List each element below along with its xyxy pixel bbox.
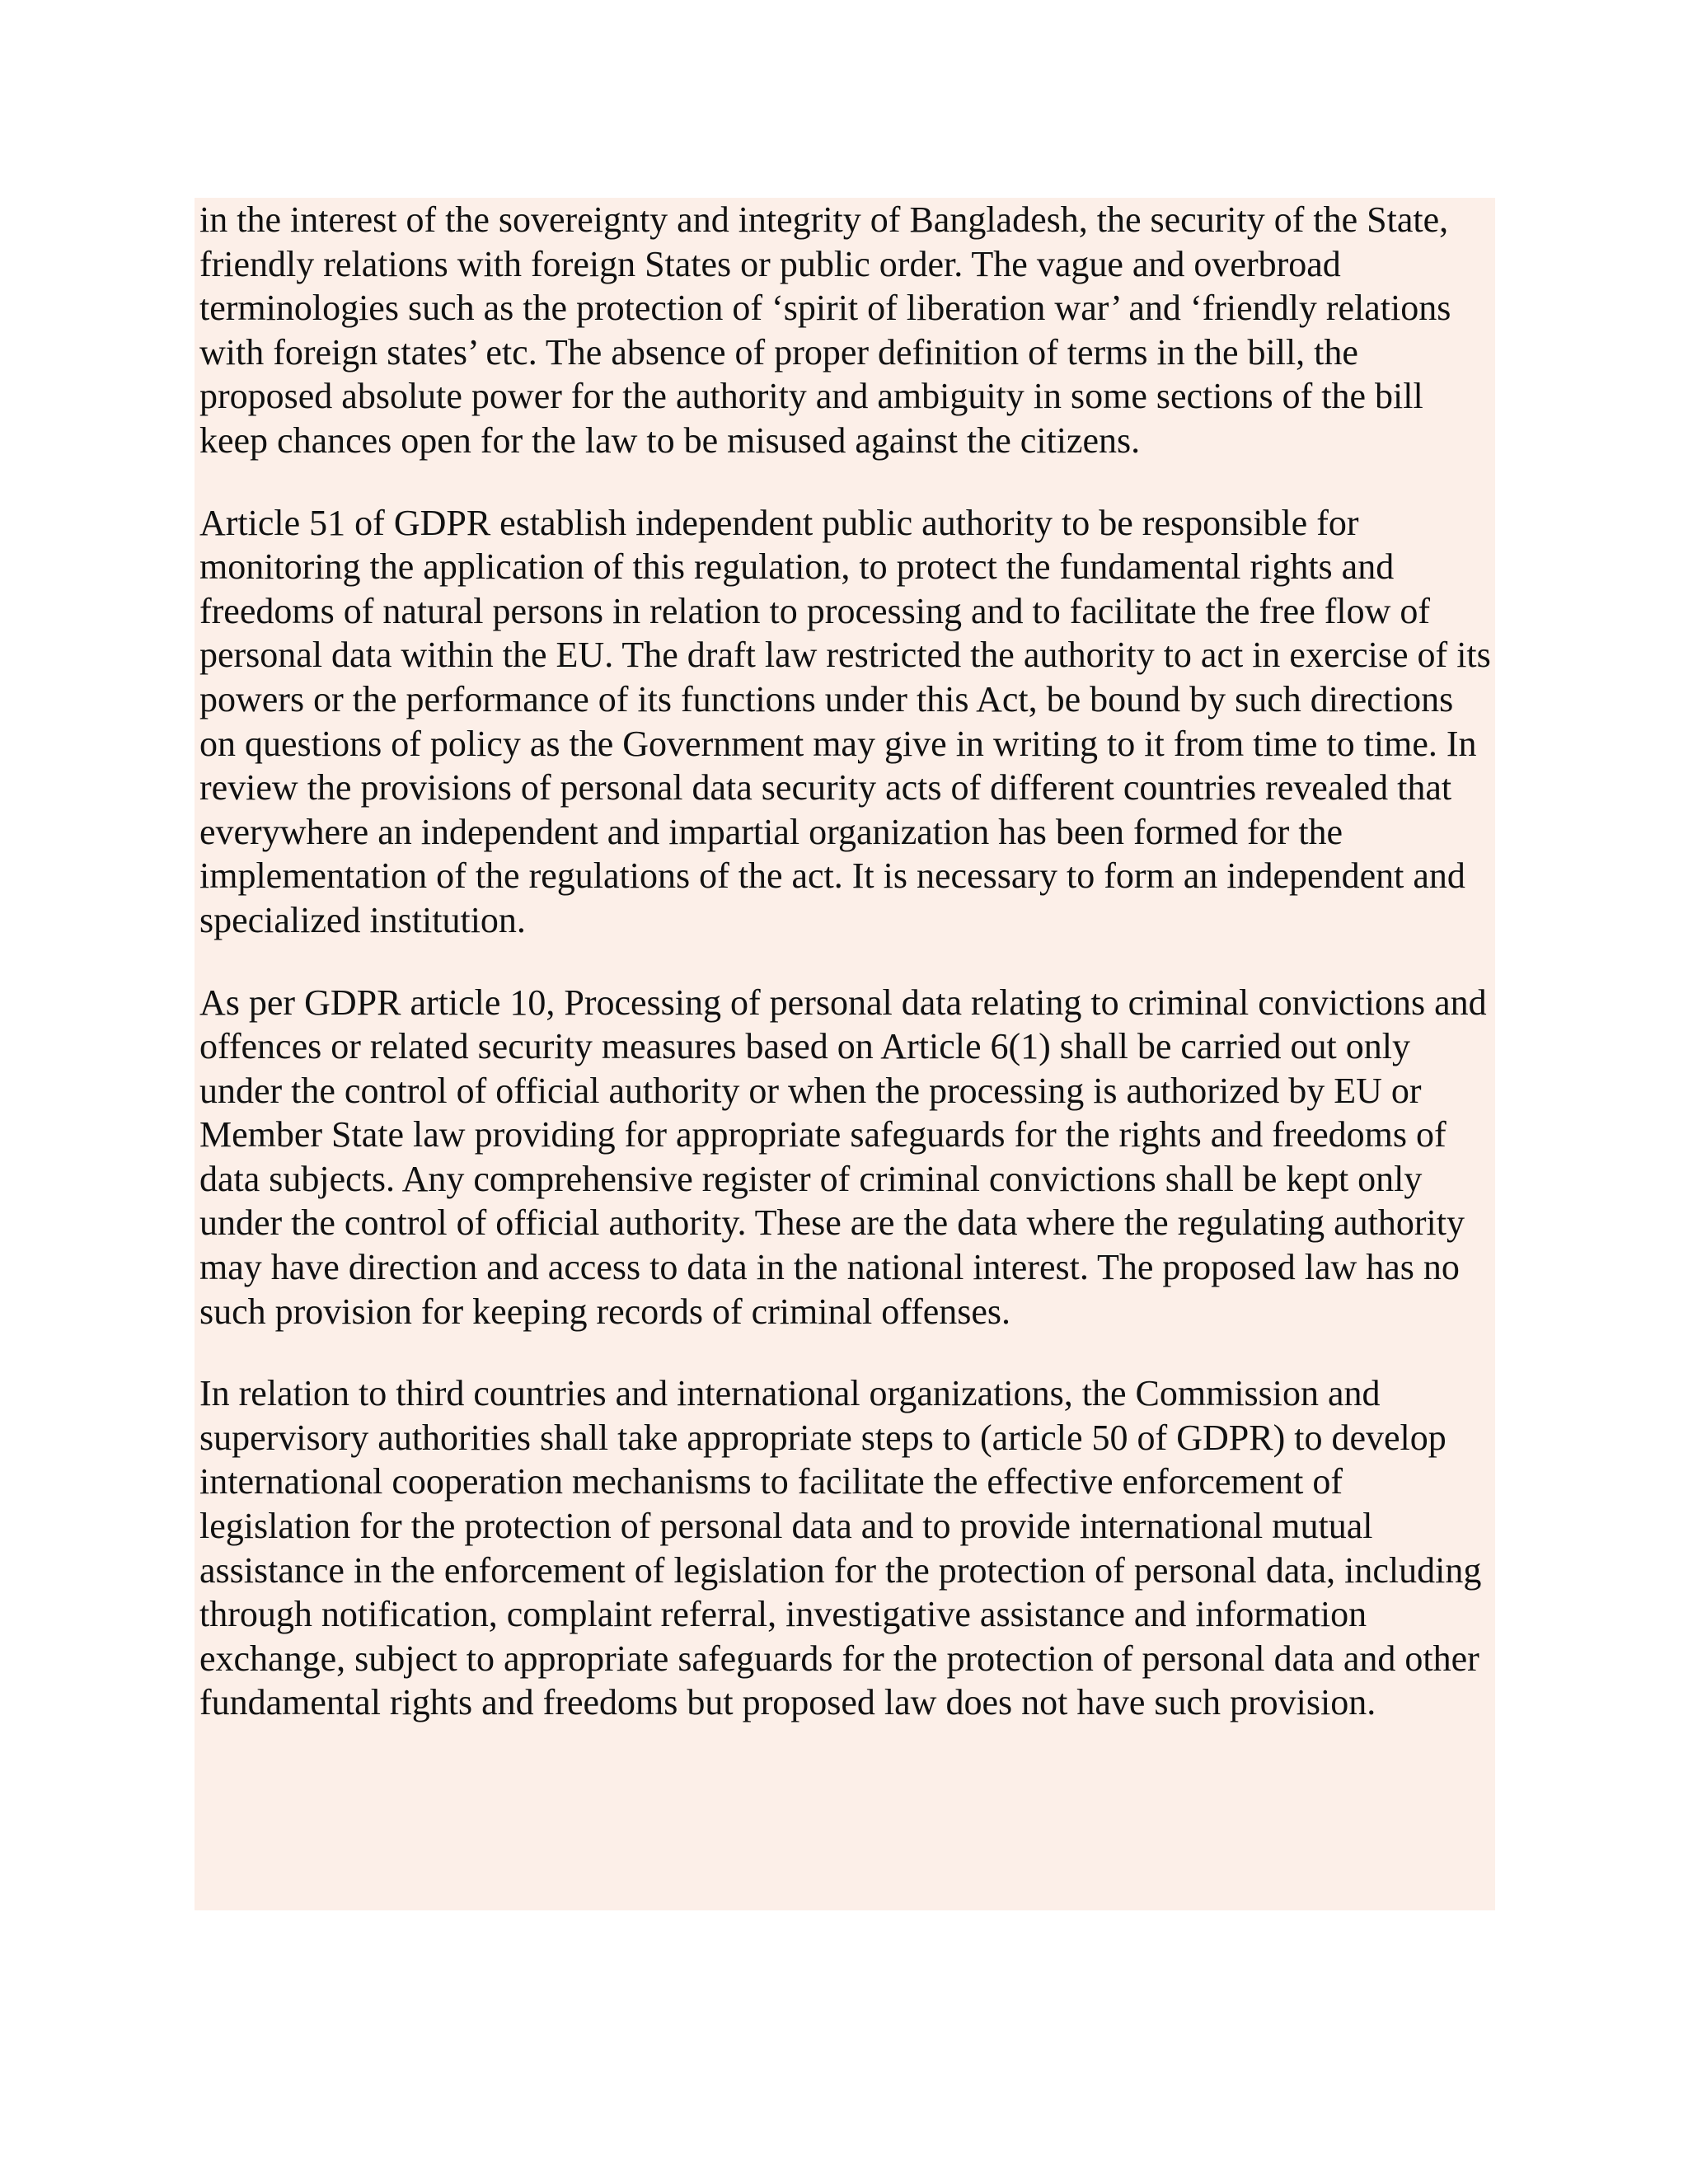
paragraph-article-51: Article 51 of GDPR establish independent public authority to be responsible for monitoring the application of this regulation, to protect the fundamental rights and freedoms of natural persons in relation to processing and to facilitate the free flow of personal data within the EU. The draft law restricted the authority to act in exercise of its powers or the performance of its functions under this Act, be bound by such directions on questions of policy as the Government may give in writing to it from time to time. In review the provisions of personal data security acts of different countries revealed that everywhere an independent and impartial organization has been formed for the implementation of the regulations of the act. It is necessary to form an independent and specialized institution. <box>199 502 1491 940</box>
document-body <box>199 198 1495 1725</box>
paragraph-article-10: As per GDPR article 10, Processing of personal data relating to criminal convictions and offences or related security measures based on Article 6(1) shall be carried out only under the control of official authority or when the processing is authorized by EU or Member State law providing for appropriate safeguards for the rights and freedoms of data subjects. Any comprehensive register of criminal convictions shall be kept only under the control of official authority. These are the data where the regulating authority may have direction and access to data in the national interest. The proposed law has no such provision for keeping records of criminal offenses. <box>199 982 1487 1332</box>
paragraph-sovereignty: in the interest of the sovereignty and integrity of Bangladesh, the security of the State, friendly relations with foreign States or public order. The vague and overbroad terminologies such as the protection of ‘spirit of liberation war’ and ‘friendly relations with foreign states’ etc. The absence of proper definition of terms in the bill, the proposed absolute power for the authority and ambiguity in some sections of the bill keep chances open for the law to be misused against the citizens. <box>199 199 1451 461</box>
paragraph-article-50: In relation to third countries and international organizations, the Commission and supervisory authorities shall take appropriate steps to (article 50 of GDPR) to develop international cooperation mechanisms to facilitate the effective enforcement of legislation for the protection of personal data and to provide international mutual assistance in the enforcement of legislation for the protection of personal data, including through notification, complaint referral, investigative assistance and information exchange, subject to appropriate safeguards for the protection of personal data and other fundamental rights and freedoms but proposed law does not have such provision. <box>199 1373 1482 1723</box>
